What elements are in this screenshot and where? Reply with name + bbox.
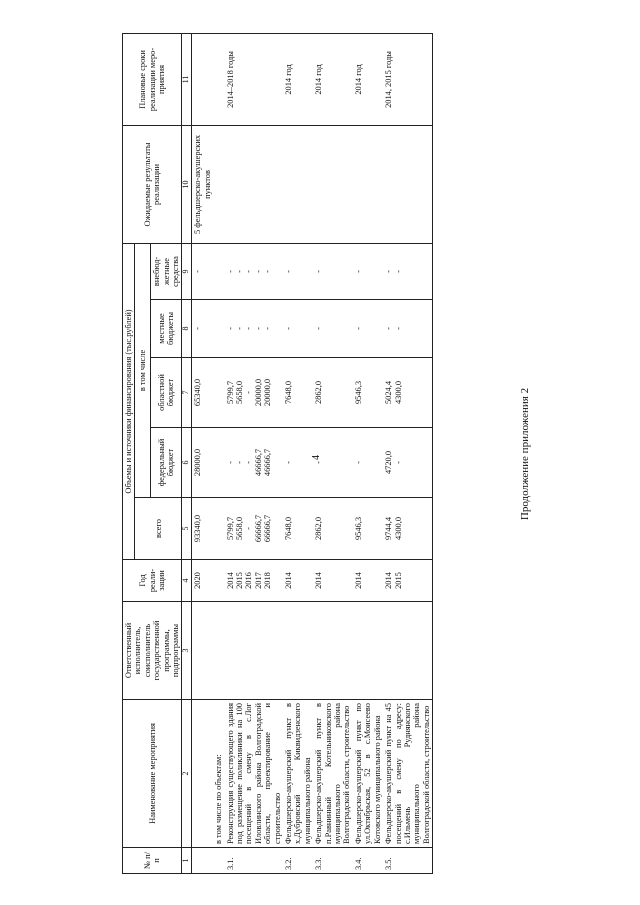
row-local [313, 300, 353, 358]
row-executor [283, 602, 313, 700]
row-extrabudget-value: - [353, 270, 363, 273]
row-total-value: 5658,0 [235, 516, 245, 541]
column-index-5: 5 [182, 498, 192, 560]
row-extrabudget [313, 243, 353, 299]
row-year-value: 2014 [384, 572, 394, 589]
row-federal-value: - [284, 461, 294, 464]
row-executor [313, 602, 353, 700]
row-measure-name: Фельдшерско-акушерский пункт на 45 посещений в смену по адресу: с.Ильмень Руднянского муниципального района Волгоградской области, строительство [383, 700, 433, 848]
row-executor [383, 602, 433, 700]
row-local-value: - [263, 327, 273, 330]
row-federal-value: - [314, 461, 324, 464]
row-extrabudget-value: - [244, 270, 254, 273]
row-executor [353, 602, 383, 700]
row-total [353, 498, 383, 560]
row-regional [192, 358, 213, 428]
column-index-9: 9 [182, 243, 192, 299]
row-extrabudget [353, 243, 383, 299]
row-executor [225, 602, 283, 700]
header-year: Год реали- зации [123, 560, 182, 602]
page-number: 4 [311, 455, 322, 460]
row-regional [225, 358, 283, 428]
row-regional-value: 7648,0 [284, 380, 294, 405]
row-total [213, 498, 224, 560]
row-expected-result [283, 125, 313, 243]
table-row [313, 33, 353, 873]
row-planned-term: 2014, 2015 годы [383, 33, 433, 125]
row-year [213, 560, 224, 602]
header-planned-terms: Плановые сроки реализации меро- приятия [123, 33, 182, 125]
row-federal [192, 428, 213, 498]
row-number: 3.4. [353, 848, 383, 874]
column-index-3: 3 [182, 602, 192, 700]
column-index-7: 7 [182, 358, 192, 428]
row-extrabudget-value: - [263, 270, 273, 273]
row-total-value: 4300,0 [393, 516, 403, 541]
row-extrabudget-value: - [314, 270, 324, 273]
row-year [313, 560, 353, 602]
row-year-value: 2015 [393, 572, 403, 589]
row-year-value: 2017 [253, 572, 263, 589]
header-measure-name: Наименование мероприятия [123, 700, 182, 848]
column-index-6: 6 [182, 428, 192, 498]
row-number: 3.3. [313, 848, 353, 874]
row-local-value: - [353, 327, 363, 330]
row-expected-result [313, 125, 353, 243]
header-extrabudget: внебюд- жетные средства [151, 243, 182, 299]
row-expected-result: 5 фельдшерско-акушерских пунктов [192, 125, 213, 243]
row-total-value: 66666,7 [253, 514, 263, 543]
row-local-value: - [253, 327, 263, 330]
row-local-value: - [393, 327, 403, 330]
row-total-value: 5799,7 [225, 516, 235, 541]
row-federal-value: 4720,0 [384, 450, 394, 475]
header-executor: Ответственный исполнитель, соисполнитель государственной программы, подпрограммы [123, 602, 182, 700]
row-extrabudget-value: - [235, 270, 245, 273]
table-row [283, 33, 313, 873]
row-local [383, 300, 433, 358]
row-year-value: 2014 [225, 572, 235, 589]
row-measure-name: Фельдшерско-акушерский пункт в п.Равнинный Котельниковского муниципального района Волгоградской области, строительство [313, 700, 353, 848]
row-total [192, 498, 213, 560]
row-local-value: - [235, 327, 245, 330]
row-measure-name [192, 700, 213, 848]
row-federal-value: - [393, 461, 403, 464]
row-regional-value: 5658,0 [235, 380, 245, 405]
table-row [213, 33, 224, 873]
row-extrabudget [383, 243, 433, 299]
row-total [283, 498, 313, 560]
row-extrabudget-value: - [225, 270, 235, 273]
rotated-table-container [122, 34, 622, 874]
row-federal [353, 428, 383, 498]
row-number [192, 848, 213, 874]
row-federal [383, 428, 433, 498]
header-regional: областной бюджет [151, 358, 182, 428]
row-year [383, 560, 433, 602]
row-number [213, 848, 224, 874]
row-regional-value: 65340,0 [193, 378, 203, 407]
row-planned-term [213, 33, 224, 125]
table-row [383, 33, 433, 873]
row-year-value: 2014 [353, 572, 363, 589]
header-financing-group: Объемы и источники финансирования (тыс.рублей) [123, 243, 135, 559]
row-federal-value: 28000,0 [193, 448, 203, 477]
row-local-value: - [284, 327, 294, 330]
financing-table [122, 33, 433, 874]
row-local-value: - [193, 327, 203, 330]
row-measure-name: Реконструкция существующего здания под размещение поликлиники на 100 посещений в смену в с.Лог Иловлинского района Волгоградской области, проектирование и строительство [225, 700, 283, 848]
row-planned-term: 2014–2018 годы [225, 33, 283, 125]
row-expected-result [225, 125, 283, 243]
row-planned-term [192, 33, 213, 125]
row-extrabudget-value: - [253, 270, 263, 273]
row-extrabudget-value: - [193, 270, 203, 273]
row-year-value: 2018 [263, 572, 273, 589]
row-local-value: - [314, 327, 324, 330]
table-row [353, 33, 383, 873]
row-regional-value: 4300,0 [393, 380, 403, 405]
row-federal [213, 428, 224, 498]
row-measure-name: в том числе по объектам: [213, 700, 224, 848]
row-regional [313, 358, 353, 428]
column-index-4: 4 [182, 560, 192, 602]
row-regional-value: - [244, 391, 254, 394]
row-number: 3.2. [283, 848, 313, 874]
row-extrabudget-value: - [393, 270, 403, 273]
row-year-value: 2014 [284, 572, 294, 589]
row-extrabudget [192, 243, 213, 299]
row-federal-value: 46666,7 [263, 448, 273, 477]
row-regional-value: 9546,3 [353, 380, 363, 405]
row-measure-name: Фельдшерско-акушерский пункт по ул.Октябрьская, 52 в с.Моисеево Котовского муниципального района [353, 700, 383, 848]
row-local-value: - [384, 327, 394, 330]
row-regional-value: 20000,0 [263, 378, 273, 407]
row-local-value: - [225, 327, 235, 330]
row-year-value: 2020 [193, 572, 203, 589]
row-regional [283, 358, 313, 428]
row-local [213, 300, 224, 358]
header-expected-results: Ожидаемые результаты реализации [123, 125, 182, 243]
row-total [383, 498, 433, 560]
row-federal-value: - [244, 461, 254, 464]
row-planned-term: 2014 год [353, 33, 383, 125]
appendix-continuation-label: Продолжение приложения 2 [519, 387, 531, 521]
header-local: местные бюджеты [151, 300, 182, 358]
row-total [313, 498, 353, 560]
row-federal [313, 428, 353, 498]
row-local [225, 300, 283, 358]
table-row [192, 33, 213, 873]
row-federal [225, 428, 283, 498]
row-regional [353, 358, 383, 428]
row-expected-result [353, 125, 383, 243]
row-regional-value: 20000,0 [253, 378, 263, 407]
row-number: 3.1. [225, 848, 283, 874]
column-index-2: 2 [182, 700, 192, 848]
row-total-value: 9744,4 [384, 516, 394, 541]
row-year [283, 560, 313, 602]
header-number: № п/п [123, 848, 182, 874]
row-federal-value: - [353, 461, 363, 464]
row-executor [192, 602, 213, 700]
row-extrabudget-value: - [284, 270, 294, 273]
row-federal-value: 46666,7 [253, 448, 263, 477]
row-regional [383, 358, 433, 428]
row-federal-value: - [225, 461, 235, 464]
row-extrabudget [213, 243, 224, 299]
row-regional-value: 5024,4 [384, 380, 394, 405]
row-total-value: - [244, 527, 254, 530]
row-expected-result [383, 125, 433, 243]
table-body [192, 33, 433, 873]
row-expected-result [213, 125, 224, 243]
row-local [192, 300, 213, 358]
column-index-1: 1 [182, 848, 192, 874]
row-planned-term: 2014 год [283, 33, 313, 125]
row-year-value: 2016 [244, 572, 254, 589]
column-index-10: 10 [182, 125, 192, 243]
row-total-value: 93340,0 [193, 514, 203, 543]
table-row [225, 33, 283, 873]
row-executor [213, 602, 224, 700]
row-local-value: - [244, 327, 254, 330]
column-index-11: 11 [182, 33, 192, 125]
row-extrabudget [225, 243, 283, 299]
row-local [353, 300, 383, 358]
row-regional-value: 2862,0 [314, 380, 324, 405]
row-year [225, 560, 283, 602]
column-index-8: 8 [182, 300, 192, 358]
row-year-value: 2015 [235, 572, 245, 589]
header-including: в том числе [135, 243, 151, 497]
row-year-value: 2014 [314, 572, 324, 589]
row-federal-value: - [235, 461, 245, 464]
column-index-row [182, 33, 192, 873]
row-year [353, 560, 383, 602]
row-planned-term: 2014 год [313, 33, 353, 125]
header-federal: федеральный бюджет [151, 428, 182, 498]
row-extrabudget [283, 243, 313, 299]
row-total-value: 7648,0 [284, 516, 294, 541]
header-total: всего [135, 498, 182, 560]
row-number: 3.5. [383, 848, 433, 874]
row-local [283, 300, 313, 358]
row-regional [213, 358, 224, 428]
row-regional-value: 5799,7 [225, 380, 235, 405]
row-measure-name: Фельдшерско-акушерский пункт в х.Дубровский Киквидзенского муниципального района [283, 700, 313, 848]
row-extrabudget-value: - [384, 270, 394, 273]
row-total [225, 498, 283, 560]
row-total-value: 66666,7 [263, 514, 273, 543]
row-total-value: 2862,0 [314, 516, 324, 541]
row-year [192, 560, 213, 602]
row-total-value: 9546,3 [353, 516, 363, 541]
row-federal [283, 428, 313, 498]
